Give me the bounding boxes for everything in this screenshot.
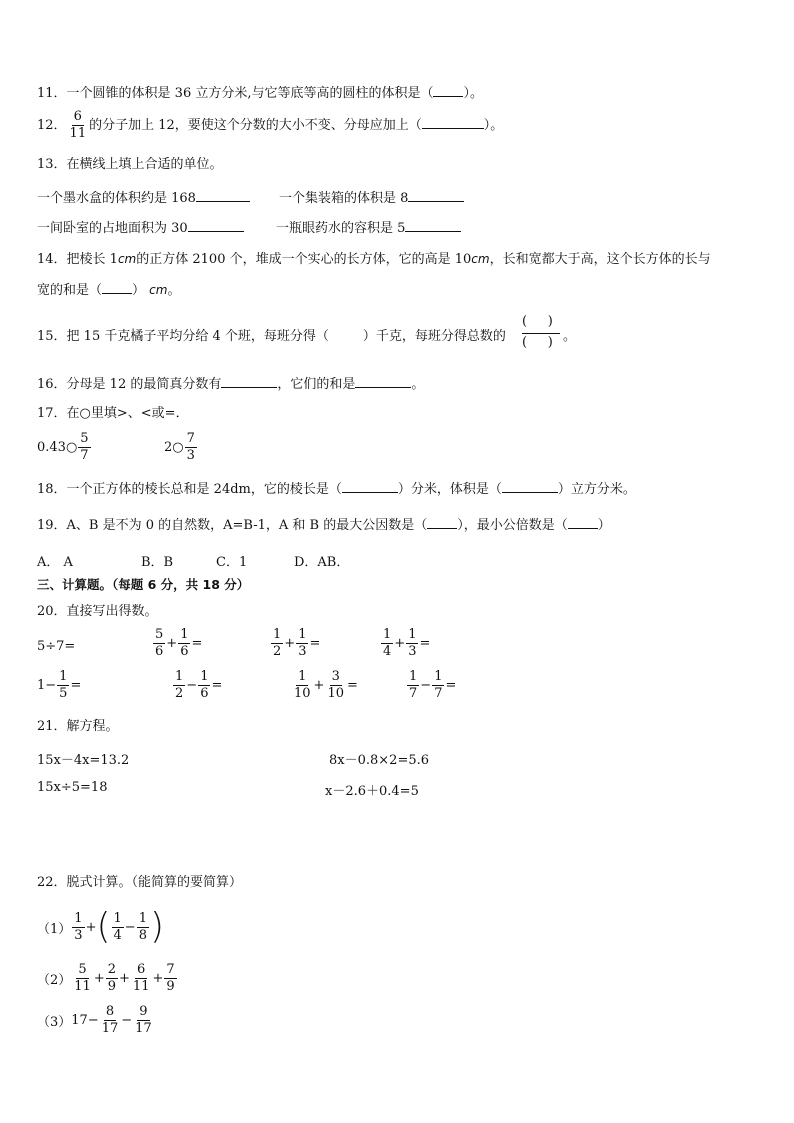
calc-6: $\frac{1}{2}$ − $\frac{1}{6}$ = (175, 669, 223, 701)
compare-b: 2○ $\frac{7}{3}$ (164, 431, 195, 463)
calc-1: 5÷7= (37, 639, 76, 654)
compare-a: 0.43○ $\frac{5}{7}$ (37, 431, 89, 463)
calc-7: $\frac{1}{10}$ + $\frac{3}{10}$ = (294, 669, 358, 701)
section-heading: 三、计算题。（每题 6 分，共 18 分） (37, 577, 250, 592)
expression-2: （2） $\frac{5}{11}$ + $\frac{2}{9}$ + $\frac{6}{11}$ + $\frac{7}{9}$ (37, 962, 175, 994)
answer-blank[interactable] (196, 188, 250, 202)
calc-3: $\frac{1}{2}$ + $\frac{1}{3}$ = (273, 627, 321, 659)
question-11: 11．一个圆锥的体积是 36 立方分米,与它等底等高的圆柱的体积是（ ）。 (37, 83, 483, 103)
question-13-b: 一个集装箱的体积是 8 (279, 188, 464, 208)
question-13-c: 一间卧室的占地面积为 30 (37, 218, 244, 238)
option-a[interactable]: A． A (37, 555, 73, 570)
expression-1: （1） $\frac{1}{3}$ + ( $\frac{1}{4}$ − $\frac{1}{8}$ ) (37, 906, 165, 947)
equation-3: 15x÷5=18 (37, 780, 108, 795)
question-19: 19．A、B 是不为 0 的自然数，A=B-1，A 和 B 的最大公因数是（ ），最小公倍数是（ ） (37, 515, 611, 535)
question-17-title: 17．在○里填>、<或=． (37, 406, 189, 421)
question-18: 18．一个正方体的棱长总和是 24dm，它的棱长是（ ）分米，体积是（ ）立方分米。 (37, 479, 636, 499)
question-13-d: 一瓶眼药水的容积是 5 (276, 218, 461, 238)
answer-blank[interactable] (405, 218, 461, 232)
question-22-title: 22．脱式计算。（能简算的要简算） (37, 875, 243, 890)
question-13-title: 13．在横线上填上合适的单位。 (37, 157, 223, 172)
answer-blank[interactable] (342, 479, 398, 493)
option-c[interactable]: C．1 (216, 555, 248, 570)
answer-blank[interactable] (221, 374, 277, 388)
calc-5: 1− $\frac{1}{5}$ = (37, 669, 82, 701)
answer-blank[interactable] (568, 515, 598, 529)
question-14: 14．把棱长 1cm的正方体 2100 个，堆成一个实心的长方体，它的高是 10cm，长和宽都大于高，这个长方体的长与 (37, 252, 711, 267)
question-13-a: 一个墨水盒的体积约是 168 (37, 188, 250, 208)
calc-2: $\frac{5}{6}$ + $\frac{1}{6}$ = (155, 627, 203, 659)
answer-blank[interactable] (408, 188, 464, 202)
answer-blank[interactable] (427, 515, 457, 529)
answer-blank[interactable] (355, 374, 411, 388)
equation-4: x－2.6＋0.4=5 (325, 784, 419, 799)
question-15: 15．把 15 千克橘子平均分给 4 个班，每班分得（ ）千克，每班分得总数的 (37, 329, 506, 344)
fraction-blank[interactable]: ( ) ( ) (522, 313, 560, 352)
question-12: 12． $\frac{6}{11}$ 的分子加上 12，要使这个分数的大小不变、分母应加上（ ）。 (37, 109, 504, 141)
expression-3: （3） 17− $\frac{8}{17}$ − $\frac{9}{17}$ (37, 1004, 152, 1036)
question-14-cont: 宽的和是（ ） cm。 (37, 280, 180, 300)
option-b[interactable]: B．B (141, 555, 174, 570)
answer-blank[interactable] (502, 479, 558, 493)
answer-blank[interactable] (102, 280, 132, 294)
question-16: 16．分母是 12 的最简真分数有 ，它们的和是 。 (37, 374, 424, 394)
answer-blank[interactable] (433, 83, 463, 97)
calc-4: $\frac{1}{4}$ + $\frac{1}{3}$ = (383, 627, 431, 659)
question-20-title: 20．直接写出得数。 (37, 604, 158, 619)
equation-2: 8x－0.8×2=5.6 (329, 753, 430, 768)
equation-1: 15x－4x=13.2 (37, 753, 130, 768)
calc-8: $\frac{1}{7}$ − $\frac{1}{7}$ = (409, 669, 457, 701)
fraction: $\frac{6}{11}$ (69, 109, 87, 141)
answer-blank[interactable] (188, 218, 244, 232)
option-d[interactable]: D．AB． (294, 555, 350, 570)
question-21-title: 21．解方程。 (37, 719, 119, 734)
answer-blank[interactable] (422, 115, 484, 129)
